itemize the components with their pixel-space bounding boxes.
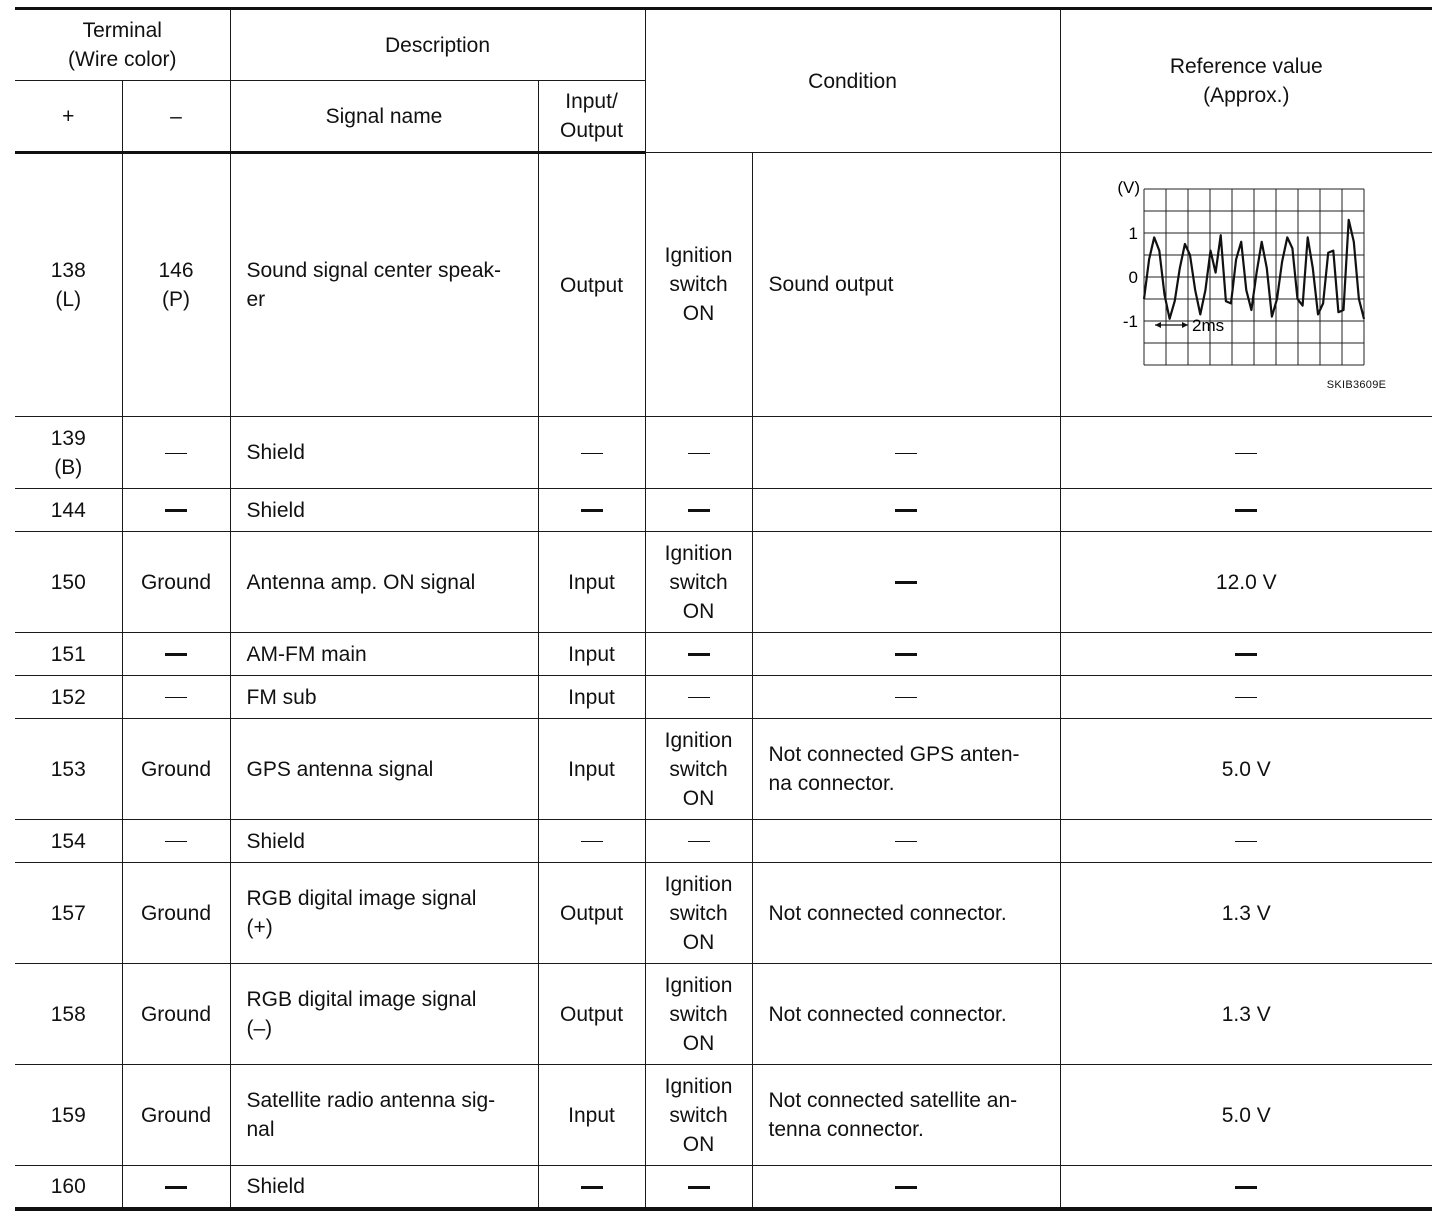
signal-name-header: Signal name <box>230 81 538 153</box>
terminal-number: 138 <box>50 259 86 282</box>
dash-mark <box>895 697 917 698</box>
condition-detail-line-2: tenna connector. <box>768 1118 924 1141</box>
condition-detail-cell <box>752 1166 1060 1209</box>
dash-mark <box>688 653 710 656</box>
input-output-cell: Output <box>538 964 645 1065</box>
signal-name-cell <box>230 863 538 964</box>
signal-name-line-2: (+) <box>246 916 273 939</box>
signal-name-cell <box>230 964 538 1065</box>
dash-mark <box>895 581 917 584</box>
signal-name-cell: FM sub <box>230 676 538 719</box>
input-output-cell: Input <box>538 633 645 676</box>
signal-name-line-2: er <box>246 288 266 311</box>
condition-switch-cell <box>645 964 752 1065</box>
dash-mark <box>895 841 917 842</box>
condition-detail-cell <box>752 417 1060 489</box>
condition-detail-line-1: Not connected GPS anten- <box>768 743 1020 766</box>
reference-value-cell <box>1060 676 1432 719</box>
signal-name-cell: AM-FM main <box>230 633 538 676</box>
condition-detail-cell <box>752 489 1060 532</box>
condition-switch-cell <box>645 1065 752 1166</box>
dash-mark <box>895 453 917 454</box>
input-output-cell: Output <box>538 153 645 417</box>
condition-line-3: ON <box>682 930 715 954</box>
condition-detail-cell <box>752 676 1060 719</box>
condition-switch-cell <box>645 719 752 820</box>
condition-line-1: Ignition <box>664 244 733 267</box>
condition-detail-cell <box>752 719 1060 820</box>
waveform-figure <box>1106 179 1386 391</box>
minus-terminal-cell: Ground <box>122 719 230 820</box>
input-output-cell: Input <box>538 1065 645 1166</box>
condition-switch-cell <box>645 153 752 417</box>
signal-name-line-1: RGB digital image signal <box>246 988 477 1011</box>
condition-line-1: Ignition <box>664 1074 733 1098</box>
minus-terminal-cell <box>122 633 230 676</box>
reference-value-header <box>1060 9 1432 153</box>
signal-name-cell: Shield <box>230 820 538 863</box>
condition-detail-line-2: na connector. <box>768 772 895 795</box>
condition-line-3: ON <box>682 302 715 325</box>
input-output-cell: Output <box>538 863 645 964</box>
input-output-cell: Input <box>538 676 645 719</box>
input-output-cell <box>538 417 645 489</box>
dash-mark <box>1235 697 1257 698</box>
dash-mark <box>1235 653 1257 656</box>
plus-terminal-cell: 154 <box>15 820 122 863</box>
minus-terminal-cell <box>122 489 230 532</box>
reference-value-cell <box>1060 633 1432 676</box>
minus-terminal-cell: Ground <box>122 532 230 633</box>
dash-mark <box>165 653 187 656</box>
time-division-label: 2ms <box>1192 315 1225 335</box>
dash-mark <box>581 453 603 454</box>
table-row <box>15 1065 1432 1166</box>
condition-detail-cell <box>752 532 1060 633</box>
terminal-header-label: Terminal <box>82 19 162 42</box>
dash-mark <box>688 841 710 842</box>
condition-line-2: switch <box>669 273 728 296</box>
minus-terminal-cell <box>122 1166 230 1209</box>
condition-line-2: switch <box>669 1103 728 1127</box>
condition-switch-cell <box>645 676 752 719</box>
table-row <box>15 719 1432 820</box>
wire-color: (B) <box>54 455 83 479</box>
terminal-spec-table <box>15 7 1432 1211</box>
time-division-arrow-left <box>1155 322 1161 328</box>
dash-mark <box>165 697 187 698</box>
signal-name-line-1: Satellite radio antenna sig- <box>246 1089 496 1112</box>
signal-name-cell <box>230 1065 538 1166</box>
condition-switch-cell <box>645 489 752 532</box>
reference-waveform-cell <box>1060 153 1432 417</box>
plus-terminal-cell: 158 <box>15 964 122 1065</box>
reference-value-header-label: Reference value <box>1169 55 1323 78</box>
plus-terminal-header: + <box>15 81 122 153</box>
minus-terminal-header: – <box>122 81 230 153</box>
minus-terminal-cell <box>122 676 230 719</box>
dash-mark <box>688 697 710 698</box>
input-output-cell: Input <box>538 719 645 820</box>
reference-value-cell: 1.3 V <box>1060 964 1432 1065</box>
terminal-spec-table-page <box>15 7 1432 1211</box>
dash-mark <box>895 1186 917 1189</box>
condition-header-label: Condition <box>808 69 897 93</box>
condition-line-3: ON <box>682 1031 715 1055</box>
dash-mark <box>165 1186 187 1189</box>
condition-detail-line-1: Not connected satellite an- <box>768 1089 1018 1112</box>
signal-name-cell <box>230 153 538 417</box>
minus-terminal-cell: Ground <box>122 1065 230 1166</box>
table-row <box>15 964 1432 1065</box>
signal-name-cell: Shield <box>230 1166 538 1209</box>
condition-line-1: Ignition <box>664 728 733 752</box>
header-row-1 <box>15 9 1432 81</box>
minus-terminal-cell: Ground <box>122 863 230 964</box>
signal-name-cell: Shield <box>230 417 538 489</box>
dash-mark <box>165 509 187 512</box>
condition-line-1: Ignition <box>664 541 733 565</box>
plus-terminal-cell: 151 <box>15 633 122 676</box>
dash-mark <box>581 841 603 842</box>
signal-name-line-1: Sound signal center speak- <box>246 259 501 282</box>
condition-line-3: ON <box>682 1132 715 1156</box>
condition-line-2: switch <box>669 1002 728 1026</box>
y-tick-label: 0 <box>1128 267 1139 287</box>
plus-terminal-cell <box>15 153 122 417</box>
dash-mark <box>688 453 710 454</box>
terminal-number: 139 <box>50 426 86 450</box>
input-output-cell <box>538 489 645 532</box>
table-row <box>15 1166 1432 1209</box>
dash-mark <box>688 1186 710 1189</box>
condition-switch-cell <box>645 1166 752 1209</box>
table-row <box>15 676 1432 719</box>
signal-name-line-1: RGB digital image signal <box>246 887 477 910</box>
condition-detail-cell: Not connected connector. <box>752 863 1060 964</box>
signal-name-cell: Antenna amp. ON signal <box>230 532 538 633</box>
condition-switch-cell <box>645 417 752 489</box>
plus-terminal-cell: 153 <box>15 719 122 820</box>
dash-mark <box>1235 453 1257 454</box>
signal-name-cell: Shield <box>230 489 538 532</box>
condition-line-2: switch <box>669 570 728 594</box>
table-row <box>15 489 1432 532</box>
dash-mark <box>895 653 917 656</box>
dash-mark <box>895 509 917 512</box>
condition-switch-cell <box>645 633 752 676</box>
condition-line-3: ON <box>682 786 715 810</box>
input-output-cell <box>538 1166 645 1209</box>
input-output-cell: Input <box>538 532 645 633</box>
condition-detail-cell <box>752 1065 1060 1166</box>
reference-value-cell <box>1060 820 1432 863</box>
condition-switch-cell <box>645 863 752 964</box>
minus-terminal-cell <box>122 153 230 417</box>
condition-switch-cell <box>645 532 752 633</box>
description-header <box>230 9 645 81</box>
condition-line-2: switch <box>669 757 728 781</box>
condition-switch-cell <box>645 820 752 863</box>
plus-terminal-cell: 159 <box>15 1065 122 1166</box>
plus-terminal-cell: 150 <box>15 532 122 633</box>
condition-detail-cell: Not connected connector. <box>752 964 1060 1065</box>
condition-line-1: Ignition <box>664 973 733 997</box>
time-division-arrow-right <box>1182 322 1188 328</box>
minus-terminal-cell: Ground <box>122 964 230 1065</box>
reference-value-cell: 5.0 V <box>1060 1065 1432 1166</box>
terminal-header <box>15 9 230 81</box>
plus-terminal-cell: 157 <box>15 863 122 964</box>
signal-name-line-2: (–) <box>246 1017 273 1040</box>
input-output-cell <box>538 820 645 863</box>
plus-terminal-cell: 144 <box>15 489 122 532</box>
table-row <box>15 863 1432 964</box>
dash-mark <box>581 509 603 512</box>
waveform-chart <box>1106 179 1386 391</box>
condition-detail-cell <box>752 633 1060 676</box>
reference-value-cell <box>1060 417 1432 489</box>
terminal-number: 146 <box>158 259 194 282</box>
wire-color: (L) <box>55 288 82 311</box>
input-output-header-line-1: Input/ <box>565 90 618 113</box>
signal-name-cell: GPS antenna signal <box>230 719 538 820</box>
plus-terminal-cell: 152 <box>15 676 122 719</box>
condition-header <box>645 9 1060 153</box>
table-row <box>15 633 1432 676</box>
dash-mark <box>688 509 710 512</box>
figure-code: SKIB3609E <box>1326 378 1387 391</box>
y-unit-label: (V) <box>1117 178 1141 197</box>
input-output-header <box>538 81 645 153</box>
dash-mark <box>581 1186 603 1189</box>
condition-line-3: ON <box>682 599 715 623</box>
condition-detail-cell <box>752 820 1060 863</box>
table-row <box>15 532 1432 633</box>
reference-value-cell: 1.3 V <box>1060 863 1432 964</box>
table-row <box>15 417 1432 489</box>
dash-mark <box>1235 841 1257 842</box>
table-row <box>15 153 1432 417</box>
wire-color: (P) <box>162 288 190 311</box>
plus-terminal-cell: 160 <box>15 1166 122 1209</box>
input-output-header-line-2: Output <box>559 119 624 142</box>
condition-detail-cell: Sound output <box>752 153 1060 417</box>
dash-mark <box>165 841 187 842</box>
dash-mark <box>165 453 187 454</box>
y-tick-label: -1 <box>1123 311 1139 331</box>
wire-color-header-label: (Wire color) <box>68 48 177 71</box>
y-tick-label: 1 <box>1128 223 1139 243</box>
minus-terminal-cell <box>122 417 230 489</box>
dash-mark <box>1235 509 1257 512</box>
minus-terminal-cell <box>122 820 230 863</box>
plus-terminal-cell <box>15 417 122 489</box>
approx-header-label: (Approx.) <box>1203 84 1290 107</box>
reference-value-cell <box>1060 1166 1432 1209</box>
reference-value-cell: 5.0 V <box>1060 719 1432 820</box>
signal-name-line-2: nal <box>246 1118 275 1141</box>
description-header-label: Description <box>384 33 491 57</box>
reference-value-cell: 12.0 V <box>1060 532 1432 633</box>
dash-mark <box>1235 1186 1257 1189</box>
condition-line-2: switch <box>669 901 728 925</box>
condition-line-1: Ignition <box>664 872 733 896</box>
reference-value-cell <box>1060 489 1432 532</box>
table-row <box>15 820 1432 863</box>
